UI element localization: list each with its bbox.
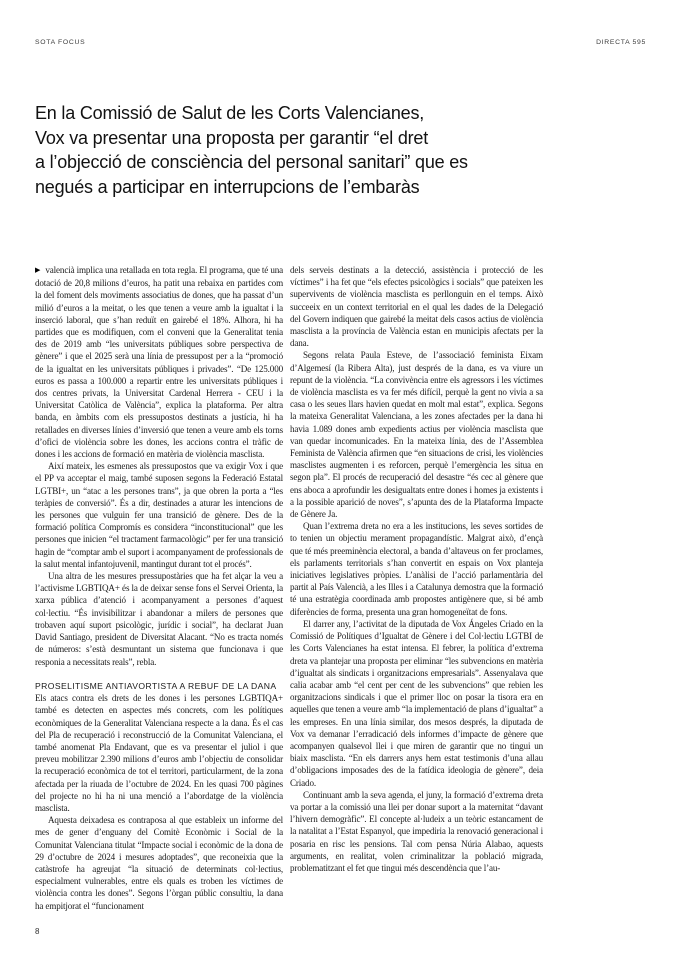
paragraph: Segons relata Paula Esteve, de l’associació feminista Eixam d’Algemesí (la Ribera Alta), just després de la dana, es va viure un repunt de la violència. “La convivència entre els agressors i les víctimes de violència masclista es va fer més difícil, perquè la gent no vivia a sa casa o les seues llars havien quedat en molt mal estat”, explica. Segons la mateixa Generalitat Valenciana, a les zones afectades per la dana hi havia 1.089 dones amb expedients actius per violència masclista que van quedar incomunicades. En la mateixa línia, des de l’Assemblea Feminista de València afirmen que “en situacions de crisi, les violències masclistes augmenten i es reforcen, perquè l’emergència les situa en segon pla”. El procés de recuperació del desastre “és cec al gènere que ens aboca a aprofundir les desigualtats entre dones i homes ja existents i a la possible aparició de noves”, s’apunta des de la Plataforma Impacte de Gènere Ja.	[290, 350, 543, 520]
paragraph: Així mateix, les esmenes als pressupostos que va exigir Vox i que el PP va acceptar el maig, també suposen segons la Federació Estatal LGTBI+, un “atac a les persones trans”, ja que obren la porta a “les teràpies de conversió”. És a dir, destinades a aturar les intencions de les persones que vulguin fer una transició de gènere. Des de la formació política Compromís es considera “inconstitucional” que les persones que inicien “el tractament farmacològic” per fer una transició hagin de “comptar amb el suport i acompanyament de professionals de la salut mental infantojuvenil, mantingut durant tot el procés”.	[35, 461, 283, 569]
paragraph: Una altra de les mesures pressupostàries que ha fet alçar la veu a l’activisme LGBTIQA+ és la de deixar sense fons el Servei Orienta, la xarxa pública d’atenció i acompanyament a persones d’aquest col·lectiu. “És invisibilitzar i abandonar a milers de persones que trobaven aquí suport psicològic, jurídic i social”, ha declarat Juan David Santiago, president de Diversitat Alacant. “No es tracta només de números: s’està desmuntant un sistema que funcionava i que responia a necessitats reals”, rebla.	[35, 571, 283, 667]
headline-line: negués a participar en interrupcions de l’embaràs	[35, 176, 420, 197]
article-body	[35, 264, 543, 912]
issue-label: DIRECTA 595	[596, 39, 646, 46]
headline-line: a l’objecció de consciència del personal sanitari” que es	[35, 152, 468, 172]
section-subheading: PROSELITISME ANTIAVORTISTA A REBUF DE LA DANA	[35, 680, 277, 691]
running-head	[35, 39, 646, 46]
headline-line: Vox va presentar una proposta per garantir “el dret	[35, 127, 429, 148]
paragraph: Continuant amb la seva agenda, el juny, la formació d’extrema dreta va portar a la comissió una llei per donar suport a la maternitat “davant l’hivern demogràfic”. El concepte al·ludeix a un teòric estancament de la natalitat a l’Estat Espanyol, que impediria la renovació generacional i posaria en risc les pensions. Tal com pensa Núria Alabao, aquests arguments, en realitat, volen criminalitzar la població migrada, problematitzant el fet que tingui més descendència que l’au-	[290, 789, 543, 873]
left-column	[35, 264, 283, 912]
paragraph: Els atacs contra els drets de les dones i les persones LGBTIQA+ també es detecten en aspectes més concrets, com les polítiques econòmiques de la Generalitat Valenciana respecte a la dana. És el cas del Pla de recuperació i reconstrucció de la Comunitat Valenciana, el també anomenat Pla Endavant, que es va presentar el juliol i que preveu mobilitzar 2.390 milions d’euros amb l’objectiu de consolidar la recuperació econòmica de tot el territori, particularment, de la zona afectada per la riuada de l’octubre de 2024. En les quasi 700 pàgines del projecte no hi ha ni una menció a l’abordatge de la violència masclista.	[35, 693, 283, 813]
paragraph: El darrer any, l’activitat de la diputada de Vox Ángeles Criado en la Comissió de Polítiques d’Igualtat de Gènere i del Col·lectiu LGTBI de les Corts Valencianes ha estat intensa. El febrer, la política d’extrema dreta va plantejar una proposta per eliminar “les subvencions en matèria d’igualtat als sindicats i organitzacions empresarials”. Assenyalava que calia acabar amb “el cent per cent de les subvencions” que rebien les organitzacions sindicals i que el primer lloc on posar la tisora era en aquelles que tenen a veure amb “la implementació de plans d’igualtat” a les empreses. En una línia similar, dos mesos després, la diputada de Vox va demanar l’erradicació dels informes d’impacte de gènere que acompanyen qualsevol llei i que miren de garantir que no tingui un biaix masclista. “En els darrers anys hem estat testimonis d’una allau d’obligacions imposades des de la fatídica ideologia de gènere”, deia Criado.	[290, 618, 543, 788]
paragraph: Aquesta deixadesa es contraposa al que estableix un informe del mes de gener d’enguany del Comitè Econòmic i Social de la Comunitat Valenciana titulat “Impacte social i econòmic de la dona de 29 d’octubre de 2024 i mesures adoptades”, que reconeixia que la catàstrofe ha agreujat “la situació de determinats col·lectius, especialment vulnerables, entre els quals es troben les víctimes de violència contra les dones”. Segons l’òrgan públic consultiu, la dana ha empitjorat el “funcionament	[35, 815, 283, 911]
right-column	[290, 264, 543, 912]
paragraph	[35, 264, 283, 460]
paragraph-text: valencià implica una retallada en tota regla. El programa, que té una dotació de 20,8 milions d’euros, ha patit una rebaixa en partides com la del foment dels moviments associatius de dones, que ha passat d’un milió d’euros a la meitat, o les que tenen a veure amb la igualtat i la inserció laboral, que s’han reduït en gairebé el 18%. Alhora, hi ha partides que es modifiquen, com el conveni que la Generalitat tenia des de 2019 amb “les universitats públiques sobre perspectiva de gènere” i que el 2025 serà una línia de pressupost per a la “promoció de la igualtat en les universitats públiques i privades”. “De 125.000 euros es passa a 100.000 a repartir entre les universitats públiques i dos centres privats, la Universitat Cardenal Herrera - CEU i la Universitat Catòlica de València”, explica la plataforma. Per altra banda, en àmbits com els pressupostos destinats a justícia, hi ha retallades en diverses línies d’inversió que tenen a veure amb els torns d’ofici de violència sobre les dones, les accions contra el tràfic de dones i les accions de formació en matèria de violència masclista.	[35, 265, 283, 460]
paragraph: Quan l’extrema dreta no era a les institucions, les seves sortides de to tenien un objectiu merament propagandístic. Malgrat això, d’ençà que té més preeminència electoral, a banda d’altaveus on fer proclames, els parlaments territorials s’han convertit en espais on Vox planteja iniciatives legislatives pròpies. L’anàlisi de l’acció parlamentària del partit al País Valencià, a les Illes i a Catalunya demostra que la formació té una estratègia coordinada amb propostes antigènere que, si bé amb diferències de forma, presenta una gran homogeneïtat de fons.	[290, 521, 543, 617]
headline-line: En la Comissió de Salut de les Corts Valencianes,	[35, 103, 425, 123]
section-label: SOTA FOCUS	[35, 39, 86, 46]
continuation-arrow-icon: ▶	[35, 265, 41, 274]
paragraph: dels serveis destinats a la detecció, assistència i protecció de les víctimes” i ha fet que “els efectes psicològics i socials” que pateixen les supervivents de violència masclista es perllonguin en el temps. Això succeeix en un context territorial en el qual les dades de la Delegació del Govern indiquen que gairebé la meitat dels casos actius de violència masclista a la província de València estan en municipis afectats per la dana.	[290, 265, 543, 349]
page-number: 8	[35, 927, 40, 936]
article-headline	[35, 101, 468, 199]
